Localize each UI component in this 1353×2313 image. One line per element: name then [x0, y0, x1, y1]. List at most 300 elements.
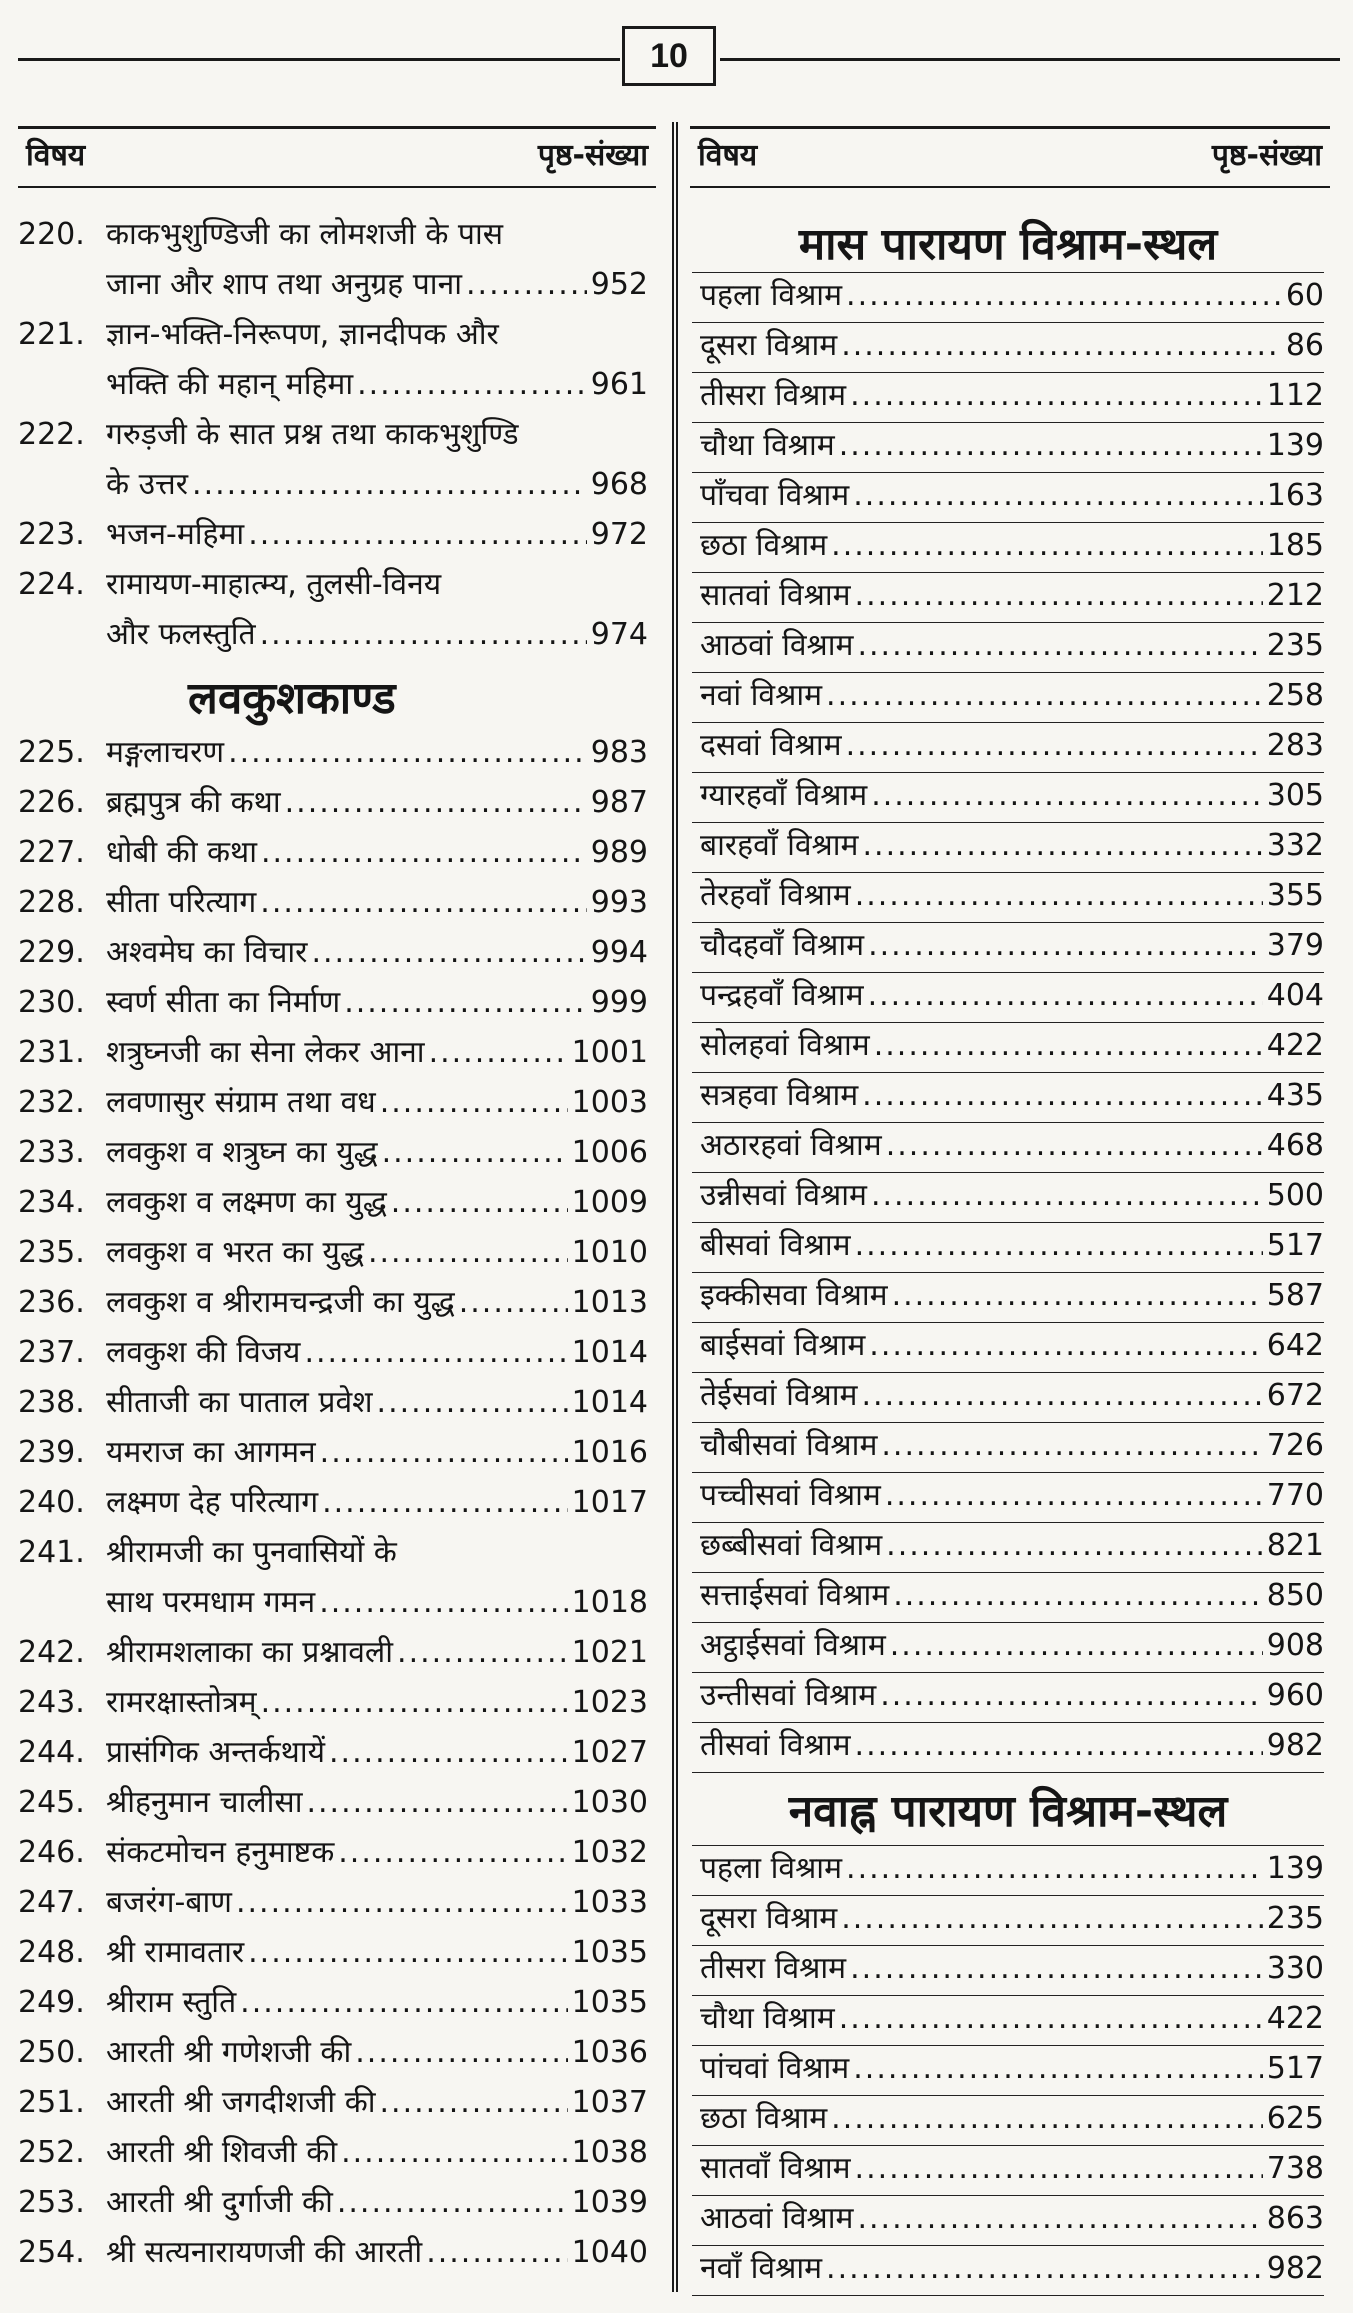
entry-title: नवां विश्राम [700, 678, 823, 713]
entry-page: 422 [1266, 2001, 1324, 2036]
entry-page: 139 [1266, 1851, 1324, 1886]
entry-page: 163 [1266, 478, 1324, 513]
toc-entry [18, 2130, 648, 2180]
entry-number: 249. [18, 1985, 85, 2020]
entry-title: स्वर्ण सीता का निर्माण [106, 985, 341, 1020]
entry-page: 379 [1266, 928, 1324, 963]
entry-page: 1014 [571, 1335, 648, 1370]
entry-page: 850 [1266, 1578, 1324, 1613]
dot-leader [826, 2251, 1263, 2286]
entry-title: आरती श्री जगदीशजी की [106, 2085, 376, 2120]
entry-number: 250. [18, 2035, 85, 2070]
entry-number: 252. [18, 2135, 85, 2170]
vishram-entry [692, 1896, 1324, 1946]
dot-leader [892, 1278, 1263, 1313]
entry-title: उन्नीसवां विश्राम [700, 1178, 867, 1213]
toc-entry [18, 1330, 648, 1380]
vishram-entry [692, 2146, 1324, 2196]
dot-leader [850, 1951, 1263, 1986]
toc-entry [18, 1080, 648, 1130]
dot-leader [228, 735, 587, 770]
entry-page: 1016 [571, 1435, 648, 1470]
dot-leader [869, 1328, 1262, 1363]
dot-leader [857, 628, 1262, 663]
entry-page: 1030 [571, 1785, 648, 1820]
entry-title: आरती श्री शिवजी की [106, 2135, 338, 2170]
dot-leader [862, 1378, 1263, 1413]
entry-page: 235 [1266, 628, 1324, 663]
entry-title: तीसरा विश्राम [700, 1951, 847, 1986]
toc-entry [18, 980, 648, 1030]
dot-leader [886, 1128, 1263, 1163]
column-divider [672, 122, 674, 2292]
dot-leader [831, 528, 1263, 563]
dot-leader [826, 678, 1263, 713]
entry-title: लवकुश व लक्ष्मण का युद्ध [106, 1185, 387, 1220]
entry-title: संकटमोचन हनुमाष्टक [106, 1835, 335, 1870]
entry-title: रामायण-माहात्म्य, तुलसी-विनय [106, 567, 442, 602]
entry-page: 738 [1266, 2151, 1324, 2186]
toc-entry [18, 1780, 648, 1830]
entry-page: 1003 [571, 1085, 648, 1120]
dot-leader [862, 1078, 1263, 1113]
vishram-entry [692, 1073, 1324, 1123]
dot-leader [391, 1185, 568, 1220]
entry-title: जाना और शाप तथा अनुग्रह पाना [106, 267, 462, 302]
entry-title: धोबी की कथा [106, 835, 257, 870]
entry-number: 244. [18, 1735, 85, 1770]
entry-number: 245. [18, 1785, 85, 1820]
section-title-lavkush: लवकुशकाण्ड [188, 673, 396, 724]
entry-number: 236. [18, 1285, 85, 1320]
entry-page: 726 [1266, 1428, 1324, 1463]
entry-title: काकभुशुण्डिजी का लोमशजी के पास [106, 217, 504, 252]
entry-title: नवाँ विश्राम [700, 2251, 823, 2286]
vishram-entry [692, 1573, 1324, 1623]
entry-title: लवकुश की विजय [106, 1335, 301, 1370]
entry-title: चौथा विश्राम [700, 428, 835, 463]
vishram-entry [692, 873, 1324, 923]
entry-title: श्री सत्यनारायणजी की आरती [106, 2235, 423, 2270]
page-count-heading: पृष्ठ-संख्या [537, 137, 648, 173]
subject-heading: विषय [26, 137, 86, 173]
entry-title: बारहवाँ विश्राम [700, 828, 859, 863]
entry-title: चौथा विश्राम [700, 2001, 835, 2036]
entry-page: 1023 [571, 1685, 648, 1720]
entry-page: 994 [590, 935, 648, 970]
dot-leader [871, 778, 1263, 813]
entry-title: यमराज का आगमन [106, 1435, 316, 1470]
vishram-entry [692, 973, 1324, 1023]
entry-number: 229. [18, 935, 85, 970]
dot-leader [459, 1285, 568, 1320]
toc-entry [18, 1930, 648, 1980]
vishram-entry [692, 673, 1324, 723]
entry-page: 908 [1266, 1628, 1324, 1663]
dot-leader [261, 835, 587, 870]
dot-leader [890, 1628, 1263, 1663]
dot-leader [320, 1435, 568, 1470]
dot-leader [311, 935, 586, 970]
entry-page: 86 [1285, 328, 1324, 363]
dot-leader [397, 1635, 568, 1670]
dot-leader [855, 578, 1263, 613]
entry-title: बाईसवां विश्राम [700, 1328, 866, 1363]
entry-title: छब्बीसवां विश्राम [700, 1528, 883, 1563]
dot-leader [868, 978, 1263, 1013]
entry-page: 305 [1266, 778, 1324, 813]
vishram-entry [692, 923, 1324, 973]
dot-leader [344, 985, 587, 1020]
entry-title: सातवाँ विश्राम [700, 2151, 851, 2186]
entry-page: 435 [1266, 1078, 1324, 1113]
entry-number: 225. [18, 735, 85, 770]
entry-title: आठवां विश्राम [700, 2201, 854, 2236]
vishram-entry [692, 2196, 1324, 2246]
dot-leader [853, 2051, 1262, 2086]
entry-page: 1009 [571, 1185, 648, 1220]
entry-title: तीसवां विश्राम [700, 1728, 851, 1763]
entry-page: 355 [1266, 878, 1324, 913]
entry-number: 251. [18, 2085, 85, 2120]
vishram-entry [692, 1473, 1324, 1523]
toc-entry [18, 1730, 648, 1780]
entry-page: 1021 [571, 1635, 648, 1670]
dot-leader [429, 1035, 568, 1070]
right-column-header [690, 118, 1330, 188]
entry-title: सत्ताईसवां विश्राम [700, 1578, 890, 1613]
toc-entry [18, 262, 648, 312]
toc-entry [18, 1680, 648, 1730]
toc-entry [18, 312, 648, 362]
entry-page: 982 [1266, 1728, 1324, 1763]
dot-leader [319, 1585, 567, 1620]
toc-entry [18, 2230, 648, 2280]
entry-number: 254. [18, 2235, 85, 2270]
dot-leader [382, 1135, 568, 1170]
toc-entry [18, 1380, 648, 1430]
dot-leader [248, 517, 587, 552]
toc-entry [18, 1180, 648, 1230]
dot-leader [377, 1385, 568, 1420]
entry-page: 961 [590, 367, 648, 402]
dot-leader [248, 1935, 568, 1970]
dot-leader [839, 2001, 1263, 2036]
vishram-entry [692, 773, 1324, 823]
toc-entry [18, 412, 648, 462]
entry-number: 241. [18, 1535, 85, 1570]
dot-leader [261, 1685, 568, 1720]
entry-page: 983 [590, 735, 648, 770]
page-count-heading: पृष्ठ-संख्या [1211, 137, 1322, 173]
entry-title: रामरक्षास्तोत्रम् [106, 1685, 257, 1720]
entry-title: भजन-महिमा [106, 517, 245, 552]
dot-leader [855, 1228, 1263, 1263]
entry-page: 1027 [571, 1735, 648, 1770]
entry-title: साथ परमधाम गमन [106, 1585, 316, 1620]
entry-number: 238. [18, 1385, 85, 1420]
entry-title: लवकुश व शत्रुघ्न का युद्ध [106, 1135, 378, 1170]
dot-leader [380, 1085, 568, 1120]
dot-leader [337, 2185, 568, 2220]
entry-title: आठवां विश्राम [700, 628, 854, 663]
page-number: 10 [622, 26, 716, 86]
vishram-entry [692, 1223, 1324, 1273]
dot-leader [853, 478, 1262, 513]
entry-title: लवणासुर संग्राम तथा वध [106, 1085, 376, 1120]
entry-page: 821 [1266, 1528, 1324, 1563]
entry-page: 422 [1266, 1028, 1324, 1063]
entry-title: गरुड़जी के सात प्रश्न तथा काकभुशुण्डि [106, 417, 519, 452]
entry-title: सीताजी का पाताल प्रवेश [106, 1385, 373, 1420]
entry-title: श्रीरामशलाका का प्रश्नावली [106, 1635, 394, 1670]
entry-number: 234. [18, 1185, 85, 1220]
entry-title: छठा विश्राम [700, 528, 828, 563]
entry-title: लक्ष्मण देह परित्याग [106, 1485, 319, 1520]
vishram-entry [692, 2046, 1324, 2096]
entry-title: ब्रह्मपुत्र की कथा [106, 785, 281, 820]
dot-leader [863, 828, 1263, 863]
dot-leader [850, 378, 1263, 413]
entry-page: 1035 [571, 1935, 648, 1970]
dot-leader [306, 1785, 567, 1820]
entry-page: 1035 [571, 1985, 648, 2020]
vishram-entry [692, 2096, 1324, 2146]
toc-entry [18, 1280, 648, 1330]
entry-title: भक्ति की महान् महिमा [106, 367, 354, 402]
dot-leader [868, 928, 1263, 963]
entry-page: 863 [1266, 2201, 1324, 2236]
entry-page: 1039 [571, 2185, 648, 2220]
toc-entry [18, 1230, 648, 1280]
entry-title: अट्ठाईसवां विश्राम [700, 1628, 886, 1663]
vishram-entry [692, 1173, 1324, 1223]
entry-page: 1001 [571, 1035, 648, 1070]
entry-page: 960 [1266, 1678, 1324, 1713]
subject-heading: विषय [698, 137, 758, 173]
entry-number: 247. [18, 1885, 85, 1920]
dot-leader [881, 1428, 1262, 1463]
toc-entry [18, 930, 648, 980]
header-bottom-rule-left [18, 186, 656, 188]
entry-title: लवकुश व श्रीरामचन्द्रजी का युद्ध [106, 1285, 455, 1320]
toc-entry [18, 612, 648, 662]
vishram-entry [692, 1523, 1324, 1573]
vishram-entry [692, 1996, 1324, 2046]
dot-leader [841, 1901, 1263, 1936]
header-rule-left [18, 58, 620, 61]
entry-number: 242. [18, 1635, 85, 1670]
vishram-entry [692, 1373, 1324, 1423]
toc-entry [18, 2180, 648, 2230]
entry-page: 770 [1266, 1478, 1324, 1513]
entry-title: बजरंग-बाण [106, 1885, 232, 1920]
entry-number: 239. [18, 1435, 85, 1470]
entry-title: अठारहवां विश्राम [700, 1128, 882, 1163]
vishram-entry [692, 1623, 1324, 1673]
entry-page: 993 [590, 885, 648, 920]
dot-leader [871, 1178, 1263, 1213]
dot-leader [240, 1985, 567, 2020]
entry-page: 517 [1266, 1228, 1324, 1263]
entry-number: 223. [18, 517, 85, 552]
entry-page: 987 [590, 785, 648, 820]
entry-page: 974 [590, 617, 648, 652]
dot-leader [368, 1235, 568, 1270]
entry-title: तेईसवां विश्राम [700, 1378, 858, 1413]
entry-title: पाँचवा विश्राम [700, 478, 850, 513]
vishram-entry [692, 2246, 1324, 2296]
entry-page: 952 [590, 267, 648, 302]
dot-leader [855, 878, 1263, 913]
dot-leader [880, 1678, 1263, 1713]
entry-title: बीसवां विश्राम [700, 1228, 851, 1263]
vishram-entry [692, 1023, 1324, 1073]
vishram-entry [692, 723, 1324, 773]
entry-title: दूसरा विश्राम [700, 1901, 838, 1936]
toc-entry [18, 1630, 648, 1680]
entry-title: ग्यारहवाँ विश्राम [700, 778, 868, 813]
entry-page: 112 [1266, 378, 1324, 413]
section-title-navah: नवाह्न पारायण विश्राम-स्थल [692, 1773, 1324, 1846]
entry-page: 972 [590, 517, 648, 552]
entry-page: 1040 [571, 2235, 648, 2270]
dot-leader [236, 1885, 568, 1920]
toc-entry [18, 212, 648, 262]
entry-page: 672 [1266, 1378, 1324, 1413]
vishram-entry [692, 1423, 1324, 1473]
toc-entry [18, 880, 648, 930]
toc-entry [18, 512, 648, 562]
vishram-entry [692, 323, 1324, 373]
entry-title: सातवां विश्राम [700, 578, 851, 613]
vishram-entry [692, 1123, 1324, 1173]
entry-title: आरती श्री गणेशजी की [106, 2035, 352, 2070]
vishram-entry [692, 473, 1324, 523]
entry-title: आरती श्री दुर्गाजी की [106, 2185, 333, 2220]
dot-leader [426, 2235, 567, 2270]
header-rule-right [720, 58, 1340, 61]
dot-leader [855, 1728, 1263, 1763]
dot-leader [831, 2101, 1263, 2136]
entry-number: 224. [18, 567, 85, 602]
entry-title: श्रीराम स्तुति [106, 1985, 237, 2020]
entry-number: 243. [18, 1685, 85, 1720]
entry-number: 248. [18, 1935, 85, 1970]
entry-page: 642 [1266, 1328, 1324, 1363]
toc-entry [18, 830, 648, 880]
entry-number: 226. [18, 785, 85, 820]
entry-page: 587 [1266, 1278, 1324, 1313]
entry-page: 517 [1266, 2051, 1324, 2086]
dot-leader [357, 367, 587, 402]
entry-title: उन्तीसवां विश्राम [700, 1678, 877, 1713]
dot-leader [260, 885, 586, 920]
entry-page: 1014 [571, 1385, 648, 1420]
entry-page: 468 [1266, 1128, 1324, 1163]
entry-page: 625 [1266, 2101, 1324, 2136]
entry-title: श्रीरामजी का पुनवासियों के [106, 1535, 397, 1570]
vishram-entry [692, 273, 1324, 323]
vishram-entry [692, 823, 1324, 873]
entry-page: 1018 [571, 1585, 648, 1620]
entry-number: 222. [18, 417, 85, 452]
dot-leader [885, 1478, 1263, 1513]
entry-page: 330 [1266, 1951, 1324, 1986]
entry-title: छठा विश्राम [700, 2101, 828, 2136]
entry-page: 60 [1285, 278, 1324, 313]
dot-leader [466, 267, 587, 302]
toc-entry [18, 1580, 648, 1630]
vishram-entry [692, 623, 1324, 673]
toc-entry [18, 730, 648, 780]
dot-leader [341, 2135, 568, 2170]
entry-page: 1038 [571, 2135, 648, 2170]
entry-number: 221. [18, 317, 85, 352]
vishram-entry [692, 1323, 1324, 1373]
entry-title: चौबीसवां विश्राम [700, 1428, 878, 1463]
entry-page: 1036 [571, 2035, 648, 2070]
vishram-entry [692, 423, 1324, 473]
toc-entry [18, 2080, 648, 2130]
entry-page: 185 [1266, 528, 1324, 563]
entry-number: 233. [18, 1135, 85, 1170]
entry-title: पहला विश्राम [700, 1851, 843, 1886]
entry-title: प्रासंगिक अन्तर्कथायें [106, 1735, 325, 1770]
dot-leader [355, 2035, 567, 2070]
entry-title: ज्ञान-भक्ति-निरूपण, ज्ञानदीपक और [106, 317, 499, 352]
entry-number: 228. [18, 885, 85, 920]
entry-title: तेरहवाँ विश्राम [700, 878, 851, 913]
dot-leader [841, 328, 1282, 363]
dot-leader [846, 728, 1263, 763]
vishram-entry [692, 573, 1324, 623]
entry-page: 999 [590, 985, 648, 1020]
entry-number: 231. [18, 1035, 85, 1070]
entry-page: 1033 [571, 1885, 648, 1920]
entry-title: पहला विश्राम [700, 278, 843, 313]
toc-entry [18, 1430, 648, 1480]
entry-title: श्रीहनुमान चालीसा [106, 1785, 303, 1820]
entry-title: सत्रहवा विश्राम [700, 1078, 859, 1113]
entry-number: 240. [18, 1485, 85, 1520]
toc-entry [18, 1530, 648, 1580]
toc-entry [18, 1130, 648, 1180]
entry-number: 232. [18, 1085, 85, 1120]
entry-title: इक्कीसवा विश्राम [700, 1278, 888, 1313]
entry-page: 235 [1266, 1901, 1324, 1936]
entry-title: शत्रुघ्नजी का सेना लेकर आना [106, 1035, 425, 1070]
entry-title: तीसरा विश्राम [700, 378, 847, 413]
entry-page: 968 [590, 467, 648, 502]
entry-page: 500 [1266, 1178, 1324, 1213]
entry-page: 1010 [571, 1235, 648, 1270]
entry-title: सोलहवां विश्राम [700, 1028, 870, 1063]
header-bottom-rule-right [690, 186, 1330, 188]
entry-title: मङ्गलाचरण [106, 735, 225, 770]
vishram-entry [692, 1946, 1324, 1996]
dot-leader [285, 785, 587, 820]
entry-page: 1032 [571, 1835, 648, 1870]
toc-entry [18, 1980, 648, 2030]
toc-entry [18, 562, 648, 612]
entry-title: अश्वमेघ का विचार [106, 935, 308, 970]
entry-number: 235. [18, 1235, 85, 1270]
entry-page: 258 [1266, 678, 1324, 713]
entry-title: सीता परित्याग [106, 885, 257, 920]
left-column-header [18, 118, 656, 188]
entry-title: श्री रामावतार [106, 1935, 245, 1970]
